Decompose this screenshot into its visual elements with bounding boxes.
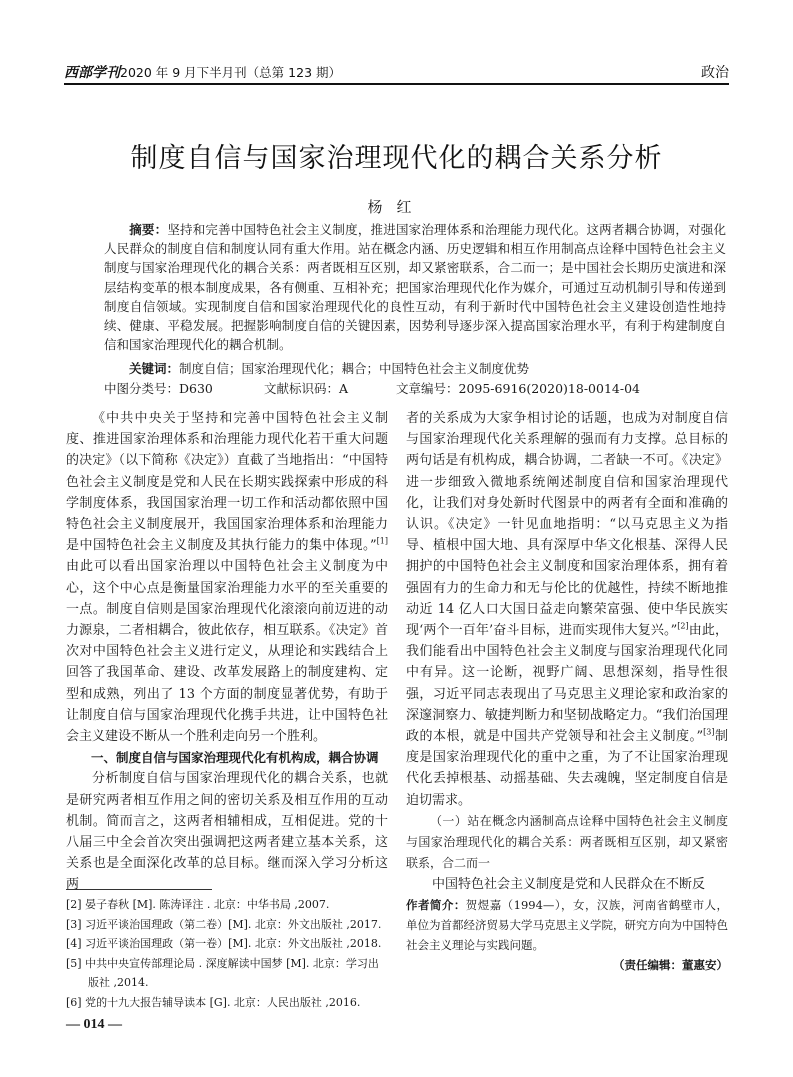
author-bio [406,895,728,975]
section-heading: 一、制度自信与国家治理现代化有机构成，耦合协调 [91,750,379,766]
journal-name: 西部学刊 [64,65,120,81]
body-paragraph: 分析制度自信与国家治理现代化的耦合关系，也就是研究两者相互作用之间的密切关系及相互作用的互动机制。简而言之，这两者相辅相成，互相促进。党的十八届三中全会首次突出强调把这两者建立基本关系，这关系也是全面深化改革的总目标。继而深入学习分析这两 [66,771,388,893]
page-number: — 014 — [66,1017,122,1032]
citation-ref: [3] [703,727,715,737]
keywords-text: 制度自信；国家治理现代化；耦合；中国特色社会主义制度优势 [179,361,530,376]
section-label: 政治 [701,65,729,81]
body-paragraph: 者的关系成为大家争相讨论的话题，也成为对制度自信与国家治理现代化关系理解的强而有力支撑。总目标的两句话是有机构成，耦合协调，二者缺一不可。《决定》进一步细致入微地系统阐述制度自信和国家治理现代化，让我们对身处新时代图景中的两者有全面和准确的认识。《决定》一针见血地指明：“以马克思主义为指导、植根中国大地、具有深厚中华文化根基、深得人民拥护的中国特色社会主义制度和国家治理体系，拥有着强固有力的生命力和无与伦比的优越性，持续不断地推动近 14 亿人口大国日益走向繁荣富强、使中华民族实现‘两个一百年’奋斗目标，进而实现伟大复兴。”[2]由此，我们能看出中国特色社会主义制度与国家治理现代化同中有异。这一论断，视野广阔、思想深刻，指导性很强，习近平同志表现出了马克思主义理论家和政治家的深邃洞察力、敏捷判断力和坚韧战略定力。“我们治国理政的本根，就是中国共产党领导和社会主义制度。”[3]制度是国家治理现代化的重中之重，为了不让国家治理现代化丢掉根基、动摇基础、失去魂魄，坚定制度自信是迫切需求。 [406,411,728,808]
bio-text: 贺煜嘉（1994—），女，汉族，河南省鹤壁市人，单位为首都经济贸易大学马克思主义学院，研究方向为中国特色社会主义理论与实践问题。 [406,898,729,952]
abstract-text: 坚持和完善中国特色社会主义制度，推进国家治理体系和治理能力现代化。这两者耦合协调，对强化人民群众的制度自信和制度认同有重大作用。站在概念内涵、历史逻辑和相互作用制高点诠释中国特色社会主义制度与国家治理现代化的耦合关系：两者既相互区别，却又紧密联系，合二而一；是中国社会长期历史演进和深层结构变革的根本制度成果，各有侧重、互相补充；把国家治理现代化作为媒介，可通过互动机制引导和传递到制度自信领域。实现制度自信和国家治理现代化的良性互动，有利于新时代中国特色社会主义建设创造性地持续、健康、平稳发展。把握影响制度自信的关键因素，因势利导逐步深入提高国家治理水平，有利于构建制度自信和国家治理现代化的耦合机制。 [104,222,726,353]
citation-ref: [2] [677,621,689,631]
reference-item: [4] 习近平谈治国理政（第一卷）[M]. 北京：外文出版社 ,2018. [66,937,382,951]
reference-list [66,895,386,1013]
body-column-right [406,408,728,896]
abstract [104,220,726,354]
issue-info: 2020 年 9 月下半月刊（总第 123 期） [120,65,341,80]
editor-note: （责任编辑：董惠安） [613,958,728,972]
body-paragraph: 中国特色社会主义制度是党和人民群众在不断反 [432,877,706,893]
article-number: 文章编号：2095-6916(2020)18-0014-04 [396,381,640,396]
footnote-rule [66,889,212,890]
header-rule [64,83,729,85]
reference-item: [5] 中共中央宣传部理论局 . 深度解读中国梦 [M]. 北京：学习出版社 ,2014. [66,956,379,990]
running-header [64,58,729,82]
author-name: 杨红 [367,198,426,216]
reference-item: [3] 习近平谈治国理政（第二卷）[M]. 北京：外文出版社 ,2017. [66,917,382,931]
document-code: 文献标识码：A [264,381,349,396]
keywords-label: 关键词： [129,361,180,376]
reference-item: [6] 党的十九大报告辅导读本 [G]. 北京：人民出版社 ,2016. [66,995,361,1009]
clc-number: 中图分类号：D630 [104,381,213,396]
article-title: 制度自信与国家治理现代化的耦合关系分析 [130,143,663,174]
body-column-left [66,408,388,896]
citation-ref: [1] [376,536,388,546]
reference-item: [2] 晏子春秋 [M]. 陈涛译注 . 北京：中华书局 ,2007. [66,898,330,911]
body-paragraph: 《中共中央关于坚持和完善中国特色社会主义制度、推进国家治理体系和治理能力现代化若干重大问题的决定》（以下简称《决定》）直截了当地指出：“中国特色社会主义制度是党和人民在长期实践探索中形成的科学制度体系，我国国家治理一切工作和活动都依照中国特色社会主义制度展开，我国国家治理体系和治理能力是中国特色社会主义制度及其执行能力的集中体现。”[1]由此可以看出国家治理以中国特色社会主义制度为中心，这个中心点是衡量国家治理能力水平的至关重要的一点。制度自信则是国家治理现代化滚滚向前迈进的动力源泉，二者相耦合，彼此依存，相互联系。《决定》首次对中国特色社会主义进行定义，从理论和实践结合上回答了我国革命、建设、改革发展路上的制度建构、定型和成熟，列出了 13 个方面的制度显著优势，有助于让制度自信与国家治理现代化携手共进，让中国特色社会主义建设不断从一个胜利走向另一个胜利。 [66,411,388,745]
bio-label: 作者简介： [406,898,466,912]
abstract-label: 摘要： [129,222,168,237]
subsection-heading: （一）站在概念内涵制高点诠释中国特色社会主义制度与国家治理现代化的耦合关系：两者既相互区别，却又紧密联系，合二而一 [406,813,728,871]
keywords [104,359,726,378]
header-left [64,62,341,82]
